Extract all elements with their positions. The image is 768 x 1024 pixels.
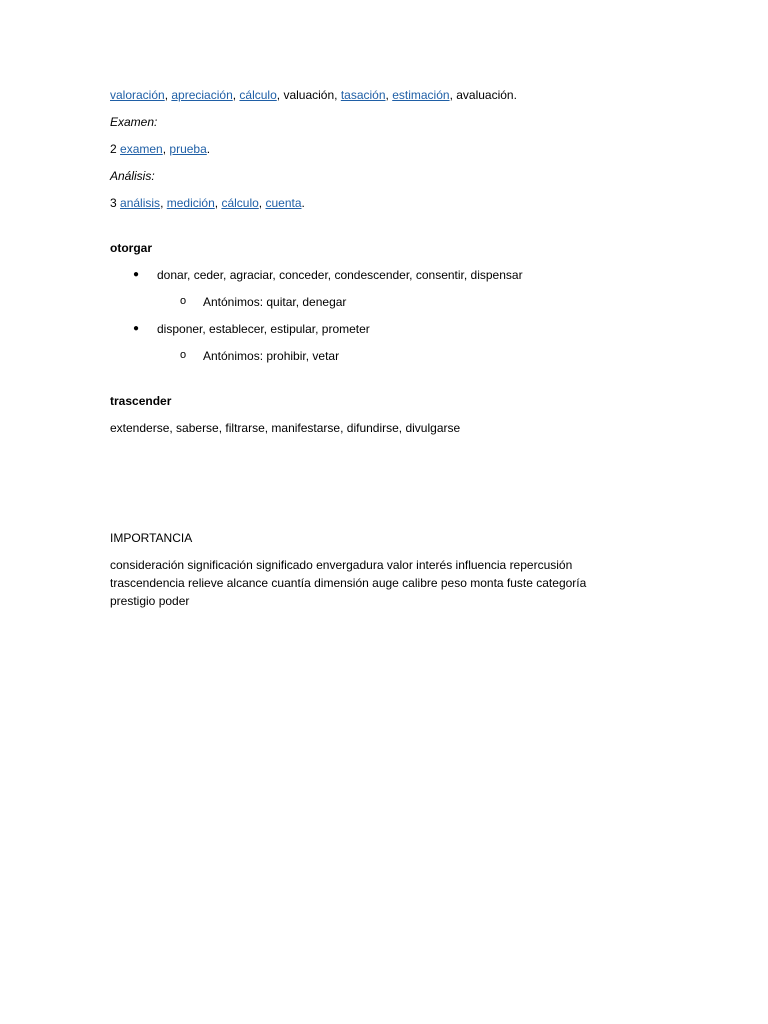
separator: ,	[334, 88, 341, 102]
separator: ,	[449, 88, 457, 102]
word-avaluacion: avaluación.	[456, 88, 517, 102]
link-examen[interactable]: examen	[120, 142, 163, 156]
otorgar-sub-bullet-2	[110, 347, 670, 365]
link-calculo-2[interactable]: cálculo	[221, 196, 259, 210]
analisis-synonyms-line	[110, 194, 670, 212]
sense-number: 3	[110, 196, 117, 210]
trascender-synonyms: extenderse, saberse, filtrarse, manifestarse, difundirse, divulgarse	[110, 421, 461, 435]
bullet-text: disponer, establecer, estipular, prometer	[157, 322, 370, 336]
link-calculo[interactable]: cálculo	[239, 88, 277, 102]
valoracion-synonyms-line	[110, 86, 670, 104]
bullet-icon: ●	[133, 269, 140, 280]
importancia-line-2: trascendencia relieve alcance cuantía dimensión auge calibre peso monta fuste categoría	[110, 576, 587, 590]
separator: ,	[162, 142, 170, 156]
link-valoracion[interactable]: valoración	[110, 88, 165, 102]
sense-number: 2	[110, 142, 117, 156]
analisis-heading: Análisis:	[110, 169, 155, 183]
link-medicion[interactable]: medición	[166, 196, 215, 210]
otorgar-bullet-1	[110, 266, 670, 284]
sub-bullet-icon: o	[180, 349, 187, 361]
period: .	[301, 196, 305, 210]
otorgar-sub-bullet-1	[110, 293, 670, 311]
examen-heading: Examen:	[110, 115, 158, 129]
period: .	[206, 142, 211, 156]
separator: ,	[232, 88, 240, 102]
separator: ,	[385, 88, 393, 102]
antonyms-text: Antónimos: quitar, denegar	[203, 295, 347, 309]
importancia-title: IMPORTANCIA	[110, 531, 193, 545]
trascender-title: trascender	[110, 394, 172, 408]
link-analisis[interactable]: análisis	[120, 196, 161, 210]
importancia-line-1: consideración significación significado envergadura valor interés influencia repercusión	[110, 558, 573, 572]
separator: ,	[160, 196, 167, 210]
link-estimacion[interactable]: estimación	[392, 88, 450, 102]
link-prueba[interactable]: prueba	[169, 142, 207, 156]
separator: ,	[276, 88, 284, 102]
sub-bullet-icon: o	[180, 295, 187, 307]
importancia-line-3: prestigio poder	[110, 594, 190, 608]
separator: ,	[214, 196, 222, 210]
link-tasacion[interactable]: tasación	[340, 88, 386, 102]
word-valuacion: valuación	[283, 88, 335, 102]
otorgar-bullet-2	[110, 320, 670, 338]
document-page	[110, 86, 670, 610]
examen-synonyms-line	[110, 140, 670, 158]
separator: ,	[258, 196, 266, 210]
antonyms-text: Antónimos: prohibir, vetar	[203, 349, 340, 363]
link-cuenta[interactable]: cuenta	[265, 196, 302, 210]
link-apreciacion[interactable]: apreciación	[171, 88, 233, 102]
bullet-text: donar, ceder, agraciar, conceder, condescender, consentir, dispensar	[157, 268, 523, 282]
bullet-icon: ●	[133, 323, 140, 334]
otorgar-title: otorgar	[110, 241, 152, 255]
separator: ,	[164, 88, 172, 102]
